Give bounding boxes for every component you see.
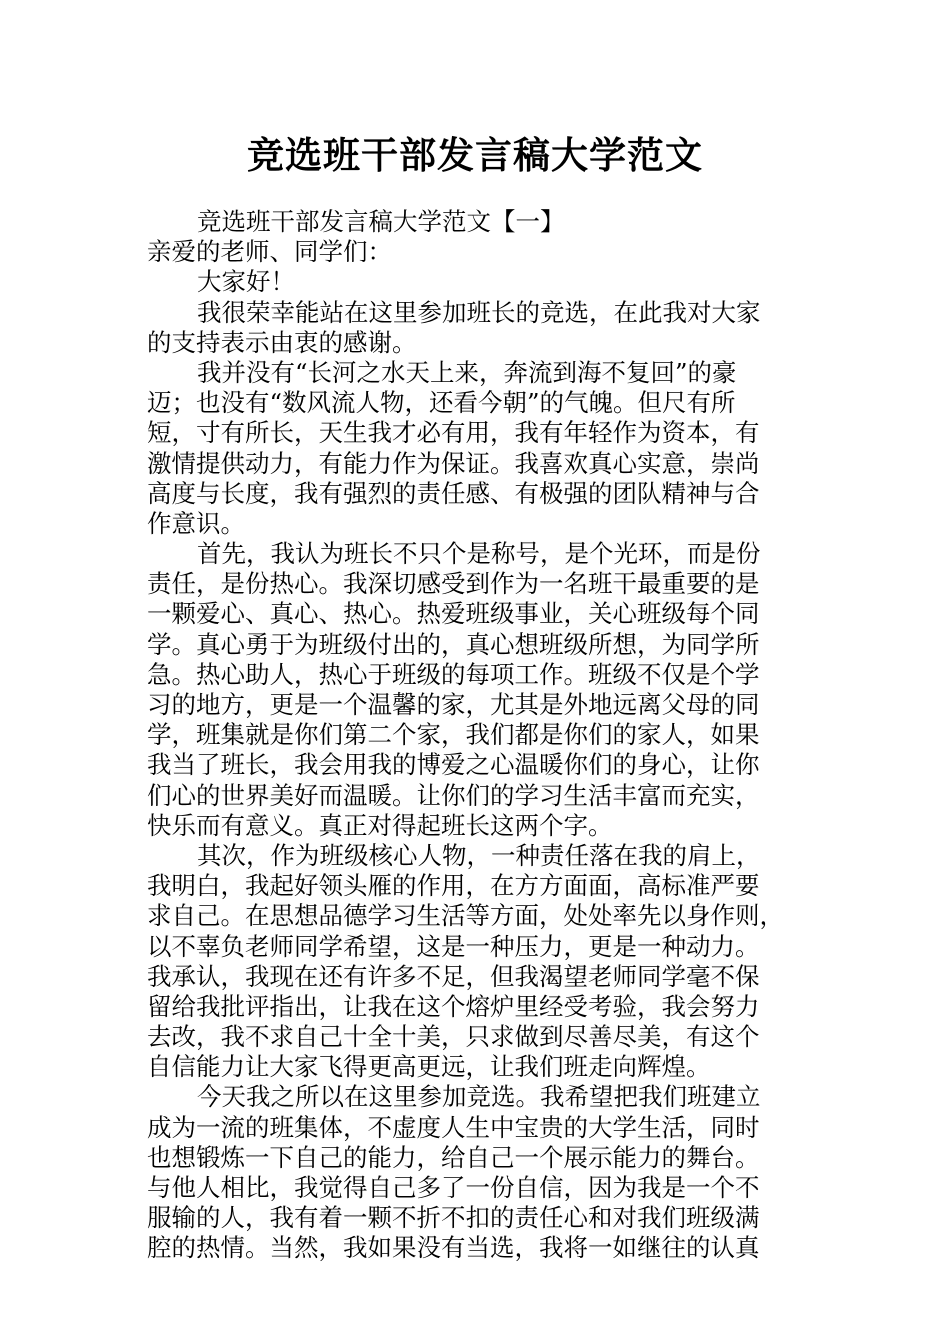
text-line: 激情提供动力，有能力作为保证。我喜欢真心实意，崇尚	[147, 448, 760, 478]
text-line: 习的地方，更是一个温馨的家，尤其是外地远离父母的同	[147, 690, 760, 719]
text-line: 学。真心勇于为班级付出的，真心想班级所想，为同学所	[147, 629, 760, 659]
text-line: 快乐而有意义。真正对得起班长这两个字。	[147, 810, 613, 840]
text-line: 求自己。在思想品德学习生活等方面，处处率先以身作则，	[147, 901, 784, 931]
text-line: 大家好！	[197, 267, 295, 297]
text-line: 留给我批评指出，让我在这个熔炉里经受考验，我会努力	[147, 991, 760, 1021]
text-line: 以不辜负老师同学希望，这是一种压力，更是一种动力。	[147, 931, 760, 961]
document-body	[147, 207, 793, 1264]
text-line: 急。热心助人，热心于班级的每项工作。班级不仅是个学	[147, 659, 760, 689]
text-line: 我当了班长，我会用我的博爱之心温暖你们的身心，让你	[147, 750, 760, 780]
text-line: 也想锻炼一下自己的能力，给自己一个展示能力的舞台。	[147, 1142, 760, 1172]
text-line: 我并没有“长河之水天上来，奔流到海不复回”的豪	[197, 357, 737, 387]
text-line: 首先，我认为班长不只个是称号，是个光环，而是份	[197, 539, 761, 569]
text-line: 一颗爱心、真心、热心。热爱班级事业，关心班级每个同	[147, 599, 760, 629]
text-line: 其次，作为班级核心人物，一种责任落在我的肩上，	[197, 840, 761, 870]
text-line: 迈；也没有“数风流人物，还看今朝”的气魄。但尺有所	[147, 388, 736, 418]
text-line: 们心的世界美好而温暖。让你们的学习生活丰富而充实，	[147, 780, 760, 810]
text-line: 我承认，我现在还有许多不足，但我渴望老师同学毫不保	[147, 961, 760, 991]
text-line: 我很荣幸能站在这里参加班长的竞选，在此我对大家	[197, 297, 761, 327]
text-line: 今天我之所以在这里参加竞选。我希望把我们班建立	[197, 1082, 761, 1112]
text-line: 亲爱的老师、同学们：	[147, 237, 392, 267]
text-line: 自信能力让大家飞得更高更远，让我们班走向辉煌。	[147, 1052, 711, 1082]
text-line: 成为一流的班集体，不虚度人生中宝贵的大学生活，同时	[147, 1112, 760, 1142]
text-line: 竞选班干部发言稿大学范文【一】	[197, 207, 565, 236]
text-line: 服输的人，我有着一颗不折不扣的责任心和对我们班级满	[147, 1203, 760, 1233]
text-line: 高度与长度，我有强烈的责任感、有极强的团队精神与合	[147, 478, 760, 508]
text-line: 责任，是份热心。我深切感受到作为一名班干最重要的是	[147, 569, 760, 599]
text-line: 去改，我不求自己十全十美，只求做到尽善尽美，有这个	[147, 1022, 760, 1052]
text-line: 短，寸有所长，天生我才必有用，我有年轻作为资本，有	[147, 418, 760, 448]
text-line: 与他人相比，我觉得自己多了一份自信，因为我是一个不	[147, 1173, 760, 1202]
text-line: 学，班集就是你们第二个家，我们都是你们的家人，如果	[147, 720, 760, 750]
text-line: 腔的热情。当然，我如果没有当选，我将一如继往的认真	[147, 1233, 760, 1263]
text-line: 的支持表示由衷的感谢。	[147, 327, 417, 357]
text-line: 作意识。	[147, 508, 245, 538]
text-line: 我明白，我起好领头雁的作用，在方方面面，高标准严要	[147, 871, 760, 901]
document-title: 竞选班干部发言稿大学范文	[247, 134, 703, 177]
